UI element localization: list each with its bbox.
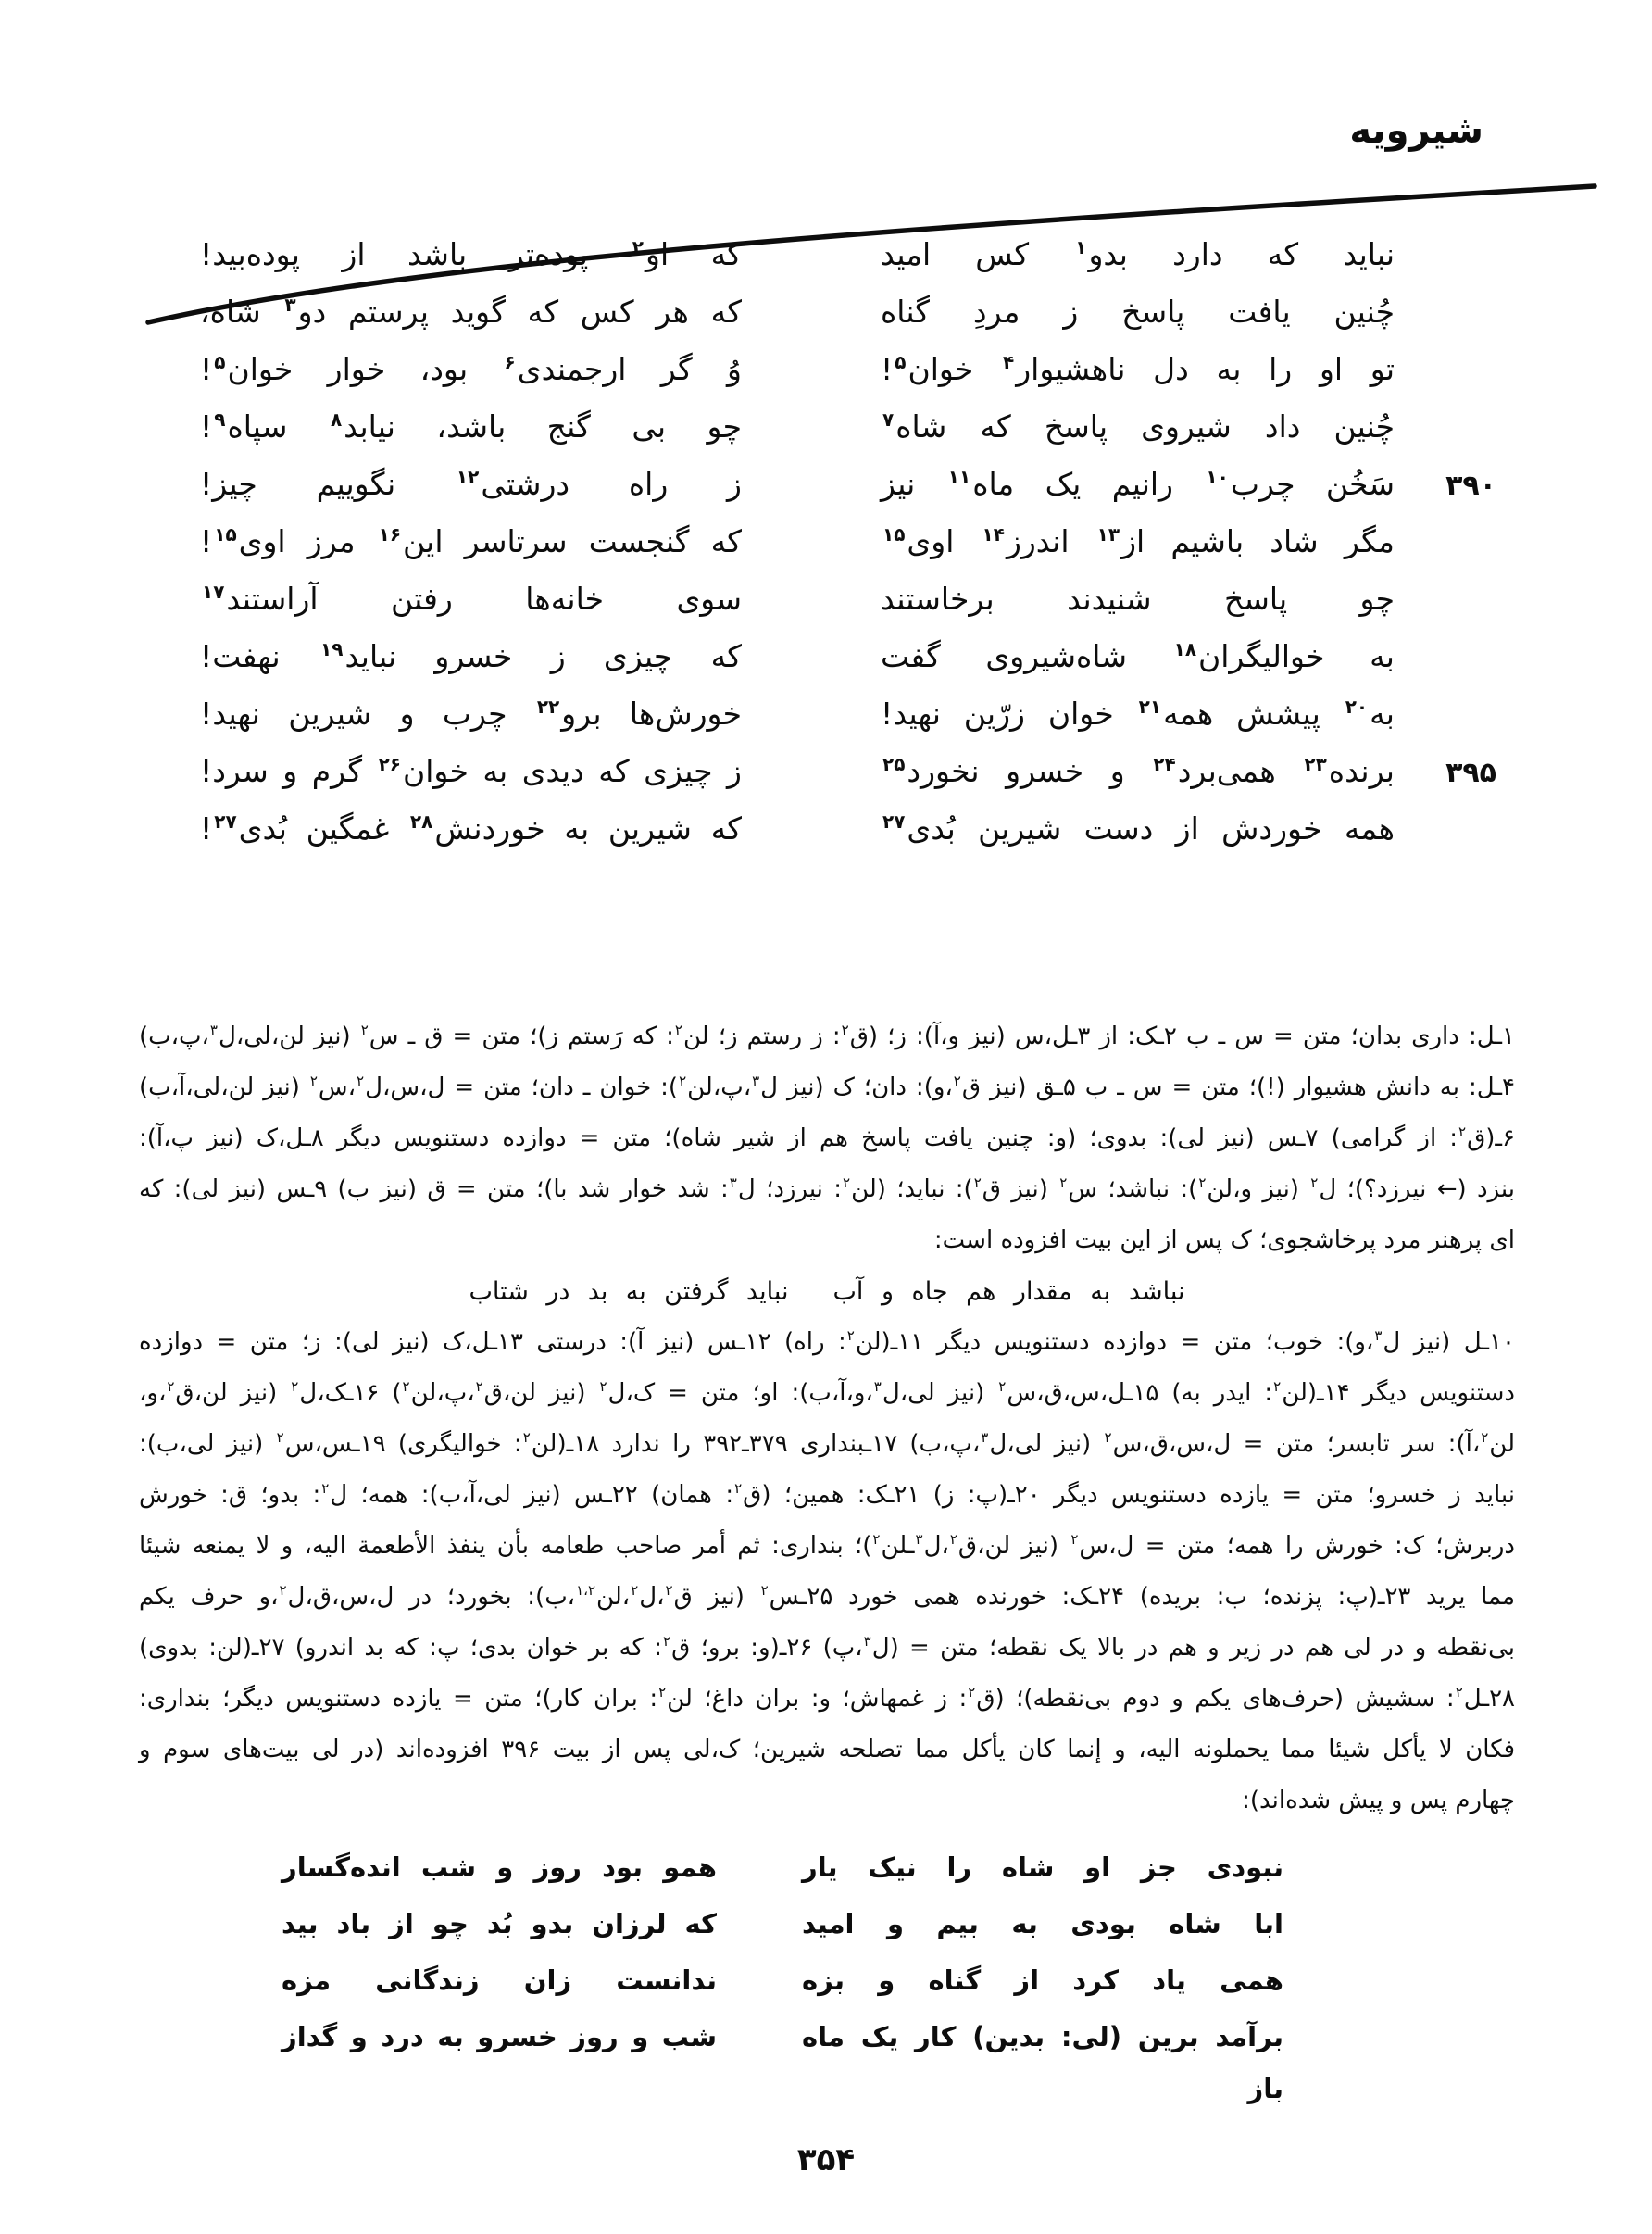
verse-row xyxy=(200,572,1496,630)
footnote-reference-number: ۲ xyxy=(167,1378,175,1396)
verse-margin-number: ۳۹۵ xyxy=(1446,757,1496,789)
footnote-reference-number: ۵ xyxy=(895,351,907,373)
footnote-reference-number: ۲۰ xyxy=(1345,696,1369,718)
verse-row xyxy=(200,285,1496,343)
footnote-reference-number: ۲۷ xyxy=(882,810,906,833)
verse-row xyxy=(200,228,1496,285)
footnote-reference-number: ۲ xyxy=(760,1582,769,1600)
footnote-reference-number: ۲۸ xyxy=(409,810,433,833)
verse-margin-number xyxy=(1395,546,1496,552)
footnote-reference-number: ۲۳ xyxy=(1304,753,1327,775)
footnote-inline-verse xyxy=(139,1266,1515,1317)
footnote-reference-number: ۱۲ xyxy=(456,466,480,488)
verse-margin-number xyxy=(1395,259,1496,265)
footnote-reference-number: ۲ xyxy=(841,1022,849,1039)
hemistich-second: چو بی گنج باشد، نیابد$^۸$ سپاه$^۹$! xyxy=(200,408,742,445)
appendix-hemistich-first: ابا شاه بودی به بیم و امید xyxy=(802,1908,1283,1939)
footnote-line: دربرش؛ ک: خورش را همه؛ متن = ل،س$^۲$ (نیز لن،ق$^۲$،ل$^۳$ـلن$^۲$)؛ بنداری: ثم أمر صاحب طعامه بأن ینفذ الأطعمة الیه، و لا یمنعه شیئا xyxy=(139,1531,1515,1560)
verse-row xyxy=(200,343,1496,400)
appendix-verse-row xyxy=(282,1954,1283,2011)
footnote-reference-number: ۲ xyxy=(291,1378,299,1396)
footnote-reference-number: ۲۱ xyxy=(1138,696,1162,718)
footnote-reference-number: ۱۱ xyxy=(947,466,971,488)
footnote-reference-number: ۲ xyxy=(998,1378,1007,1396)
hemistich-first: سَخُن چرب$^{۱۰}$ رانیم یک ماه$^{۱۱}$ نیز xyxy=(881,466,1395,502)
footnote-reference-number: ۲ xyxy=(872,1531,881,1549)
hemistich-second: که او$^۲$ پوده‌تر باشد از پوده‌بید! xyxy=(200,236,743,272)
hemistich-first: چُنین یافت پاسخ ز مردِ گناه xyxy=(881,294,1395,330)
appendix-hemistich-first: همی یاد کرد از گناه و بزه xyxy=(802,1964,1283,1996)
verse-row xyxy=(200,745,1496,802)
footnote-reference-number: ۲ xyxy=(632,236,645,258)
footnote-reference-number: ۱۸ xyxy=(1173,638,1197,660)
footnote-line: ۲۸ـل$^۲$: سشیش (حرف‌های یکم و دوم بی‌نقطه)؛ (ق$^۲$: ز غمهاش؛ و: بران داغ؛ لن$^۲$: بران کار)؛ متن = یازده دستنویس دیگر؛ بنداری: xyxy=(139,1684,1516,1713)
verse-row xyxy=(200,400,1496,458)
verse-margin-number xyxy=(1395,834,1496,839)
footnote-reference-number: ۱۶ xyxy=(378,523,402,546)
appendix-hemistich-second: که لرزان بدو بُد چو از باد بید xyxy=(282,1908,717,1939)
appendix-hemistich-first: نبودی جز او شاه را نیک یار xyxy=(802,1851,1283,1883)
footnote-reference-number: ۲ xyxy=(734,1480,743,1498)
footnote-reference-number: ۲۷ xyxy=(214,810,237,833)
footnote-reference-number: ۲ xyxy=(1070,1531,1079,1549)
hemistich-first: به خوالیگران$^{۱۸}$ شاه‌شیروی گفت xyxy=(881,638,1395,674)
appendix-hemistich-second: شب و روز خسرو به درد و گداز xyxy=(282,2021,717,2052)
footnote-reference-number: ۲ xyxy=(973,1174,982,1192)
footnote-reference-number: ۳ xyxy=(915,1531,923,1549)
appendix-verse-row xyxy=(282,1898,1283,1954)
footnote-reference-number: ۲ xyxy=(949,1531,957,1549)
verse-row xyxy=(200,687,1496,745)
footnote-verse-hemistich-first: نباشد به مقدار هم جاه و آب xyxy=(832,1277,1185,1306)
footnote-reference-number: ۲ xyxy=(1481,1429,1489,1447)
footnote-reference-number: ۸ xyxy=(330,408,343,431)
hemistich-first: همه خوردش از دست شیرین بُدی$^{۲۷}$ xyxy=(882,810,1395,847)
footnote-reference-number: ۲ xyxy=(402,1378,410,1396)
hemistich-first: به$^{۲۰}$ پیشش همه$^{۲۱}$ خوان زرّین نهید! xyxy=(881,696,1395,732)
footnote-line: بی‌نقطه و در لی هم در زیر و هم در بالا یک نقطه؛ متن = (ل$^۳$،پ) ۲۶ـ(و: برو؛ ق$^۲$: که بر خوان بدی؛ پ: که بد اندرو) ۲۷ـ(لن: بدوی) xyxy=(139,1633,1515,1662)
hemistich-second: که هر کس که گوید پرستم دو$^۳$ شاه، xyxy=(200,294,742,330)
footnote-line: ۱ـل: داری بدان؛ متن = س ـ ب ۲ـک: از ۳ـل،س (نیز و،آ): ز؛ (ق$^۲$: ز رستم ز؛ لن$^۲$: که رَستم ز)؛ متن = ق ـ س$^۲$ (نیز لن،لی،ل$^۳$،پ،ب) xyxy=(139,1022,1515,1050)
footnote-reference-number: ۲ xyxy=(1455,1684,1463,1701)
footnote-reference-number: ۲ xyxy=(843,1174,851,1192)
footnote-verse-hemistich-second: نباید گرفتن به بد در شتاب xyxy=(469,1277,789,1306)
verse-row xyxy=(200,630,1496,687)
verse-margin-number xyxy=(1395,661,1496,667)
footnote-reference-number: ۲ xyxy=(276,1429,284,1447)
footnote-reference-number: ۱،۲ xyxy=(576,1582,596,1600)
footnote-reference-number: ۱۰ xyxy=(1206,466,1229,488)
footnote-reference-number: ۱۳ xyxy=(1096,523,1120,546)
verse-row xyxy=(200,458,1496,515)
footnote-reference-number: ۲ xyxy=(968,1684,976,1701)
hemistich-first: برنده$^{۲۳}$ همی‌برد$^{۲۴}$ و خسرو نخورد$^{۲۵}$ xyxy=(882,753,1395,789)
footnote-reference-number: ۱۹ xyxy=(320,638,344,660)
footnote-line: ۴ـل: به دانش هشیوار (!)؛ متن = س ـ ب ۵ـق (نیز ق$^۲$،و): دان؛ ک (نیز ل$^۳$،پ،لن$^۲$): خوان ـ دان؛ متن = ل،س،ل$^۲$،س$^۲$ (نیز لن،لی،آ،ب) xyxy=(139,1073,1515,1101)
appendix-verses-block xyxy=(282,1841,1283,2104)
footnote-reference-number: ۲ xyxy=(953,1073,961,1090)
footnote-line: فکان لا یأکل شیئا مما یحملونه الیه، و إنما کان یأکل مما تصلحه شیرین؛ ک،لی پس از بیت ۳۹۶ افزوده‌اند (در لی بیت‌های سوم و xyxy=(139,1736,1515,1763)
footnote-reference-number: ۴ xyxy=(1003,351,1015,373)
footnote-reference-number: ۶ xyxy=(504,351,516,373)
appendix-hemistich-second: ندانست زان زندگانی مزه xyxy=(282,1964,717,1996)
footnote-reference-number: ۲ xyxy=(679,1073,687,1090)
footnote-reference-number: ۳ xyxy=(752,1073,760,1090)
footnote-reference-number: ۲ xyxy=(309,1073,318,1090)
hemistich-second: خورش‌ها برو$^{۲۲}$ چرب و شیرین نهید! xyxy=(200,696,742,732)
hemistich-second: وُ گر ارجمندی$^۶$ بود، خوار خوان$^۵$! xyxy=(200,351,742,387)
hemistich-second: که چیزی ز خسرو نباید$^{۱۹}$ نهفت! xyxy=(200,638,742,674)
hemistich-first: چُنین داد شیروی پاسخ که شاه$^۷$ xyxy=(882,408,1395,445)
footnote-line: چهارم پس و پیش شده‌اند): xyxy=(1242,1787,1515,1814)
hemistich-second: که گنجست سرتاسر این$^{۱۶}$ مرز اوی$^{۱۵}$! xyxy=(200,523,742,559)
appendix-verse-row xyxy=(282,2011,1283,2104)
footnote-reference-number: ۲ xyxy=(1273,1378,1282,1396)
footnote-reference-number: ۹ xyxy=(214,408,226,431)
hemistich-second: ز راه درشتی$^{۱۲}$ نگوییم چیز! xyxy=(200,466,742,502)
footnote-reference-number: ۲ xyxy=(663,1633,671,1650)
verse-margin-number xyxy=(1395,317,1496,322)
footnote-line: بنزد (← نیرزد؟)؛ ل$^۲$ (نیز و،لن$^۲$): نباشد؛ س$^۲$ (نیز ق$^۲$): نباید؛ (لن$^۲$: نیرزد؛ ل$^۳$: شد خوار شد با)؛ متن = ق (نیز ب) ۹ـس (نیز لی): که xyxy=(139,1174,1515,1203)
hemistich-second: سوی خانه‌ها رفتن آراستند$^{۱۷}$ xyxy=(202,581,742,617)
footnote-reference-number: ۲ xyxy=(658,1684,667,1701)
footnote-reference-number: ۲ xyxy=(1458,1123,1467,1141)
footnote-reference-number: ۲ xyxy=(1310,1174,1319,1192)
poem-block xyxy=(200,228,1496,860)
footnote-reference-number: ۳ xyxy=(209,1022,218,1039)
footnote-reference-number: ۲ xyxy=(631,1582,639,1600)
footnote-reference-number: ۳ xyxy=(873,1378,882,1396)
footnote-line: نباید ز خسرو؛ متن = یازده دستنویس دیگر ۲۰ـ(پ: ز) ۲۱ـک: همین؛ (ق$^۲$: همان) ۲۲ـس (نیز لی،آ،ب): همه؛ ل$^۲$: بدو؛ ق: خورش xyxy=(139,1480,1515,1509)
footnote-line: مما یرید ۲۳ـ(پ: پزنده؛ ب: بریده) ۲۴ـک: خورنده همی خورد ۲۵ـس$^۲$ (نیز ق$^۲$،ل$^۲$،لن$^{۱،۲}$،ب): بخورد؛ در ل،س،ق،ل$^۲$،و حرف یکم xyxy=(139,1582,1516,1611)
hemistich-second: که شیرین به خوردنش$^{۲۸}$ غمگین بُدی$^{۲۷}$! xyxy=(200,810,742,847)
hemistich-first: چو پاسخ شنیدند برخاستند xyxy=(881,581,1395,617)
verse-margin-number xyxy=(1395,432,1496,437)
hemistich-first: مگر شاد باشیم از$^{۱۳}$ اندرز$^{۱۴}$ اوی$^{۱۵}$ xyxy=(882,523,1395,559)
footnote-reference-number: ۲۴ xyxy=(1153,753,1176,775)
footnote-line: ۶ـ(ق$^۲$: از گرامی) ۷ـس (نیز لی): بدوی؛ (و: چنین یافت پاسخ هم از شیر شاه)؛ متن = دوازده دستنویس دیگر ۸ـل،ک (نیز پ،آ): xyxy=(139,1123,1515,1152)
footnote-reference-number: ۲۵ xyxy=(882,753,906,775)
footnote-reference-number: ۲ xyxy=(357,1073,365,1090)
footnote-reference-number: ۳ xyxy=(729,1174,737,1192)
hemistich-first: تو او را به دل ناهشیوار$^۴$ خوان$^۵$! xyxy=(881,351,1395,387)
hemistich-first: نباید که دارد بدو$^۱$ کس امید xyxy=(881,236,1395,272)
appendix-verse-row xyxy=(282,1841,1283,1898)
footnote-reference-number: ۱ xyxy=(1075,236,1087,258)
footnote-reference-number: ۵ xyxy=(214,351,226,373)
verse-margin-number xyxy=(1395,719,1496,724)
appendix-hemistich-first: برآمد برین (لی: بدین) کار یک ماه باز xyxy=(802,2021,1283,2104)
footnote-reference-number: ۲۲ xyxy=(536,696,560,718)
footnote-reference-number: ۳ xyxy=(981,1429,989,1447)
page-number: ۳۵۴ xyxy=(796,2141,856,2178)
footnote-reference-number: ۳ xyxy=(863,1633,871,1650)
footnote-reference-number: ۲۶ xyxy=(378,753,401,775)
footnote-reference-number: ۲ xyxy=(846,1327,855,1345)
footnote-reference-number: ۲ xyxy=(599,1378,607,1396)
footnote-reference-number: ۱۴ xyxy=(982,523,1005,546)
verse-margin-number: ۳۹۰ xyxy=(1446,470,1496,502)
footnote-line: ای پرهنر مرد پرخاشجوی؛ ک پس از این بیت افزوده است: xyxy=(933,1226,1515,1254)
footnote-reference-number: ۳ xyxy=(284,294,296,316)
footnote-reference-number: ۲ xyxy=(1059,1174,1068,1192)
footnote-reference-number: ۲ xyxy=(279,1582,287,1600)
footnote-reference-number: ۳ xyxy=(1374,1327,1383,1345)
footnote-reference-number: ۱۵ xyxy=(882,523,906,546)
footnote-reference-number: ۱۷ xyxy=(202,581,225,603)
footnote-reference-number: ۲ xyxy=(475,1378,483,1396)
running-header-title: شیرویه xyxy=(1349,109,1483,152)
footnote-reference-number: ۱۵ xyxy=(214,523,237,546)
footnote-reference-number: ۲ xyxy=(674,1022,682,1039)
footnote-line: دستنویس دیگر ۱۴ـ(لن$^۲$: ایدر به) ۱۵ـل،س،ق،س$^۲$ (نیز لی،ل$^۳$،و،آ،ب): او؛ متن = ک،ل$^۲$ (نیز لن،ق$^۲$،پ،لن$^۲$) ۱۶ـک،ل$^۲$ (نیز لن،ق$^۲$،و، xyxy=(139,1378,1515,1407)
footnote-reference-number: ۲ xyxy=(321,1480,330,1498)
verse-margin-number xyxy=(1395,374,1496,380)
footnote-line: ۱۰ـل (نیز ل$^۳$،و): خوب؛ متن = دوازده دستنویس دیگر ۱۱ـ(لن$^۲$: راه) ۱۲ـس (نیز آ): درستی ۱۳ـل،ک (نیز لی): ز؛ متن = دوازده xyxy=(139,1327,1515,1356)
footnote-reference-number: ۲ xyxy=(522,1429,531,1447)
hemistich-second: ز چیزی که دیدی به خوان$^{۲۶}$ گرم و سرد! xyxy=(200,753,742,789)
footnote-reference-number: ۷ xyxy=(882,408,895,431)
verse-margin-number xyxy=(1395,604,1496,609)
appendix-hemistich-second: همو بود روز و شب انده‌گسار xyxy=(282,1851,717,1883)
verse-row xyxy=(200,515,1496,572)
footnote-reference-number: ۲ xyxy=(360,1022,369,1039)
footnote-reference-number: ۲ xyxy=(1104,1429,1112,1447)
footnote-reference-number: ۲ xyxy=(665,1582,673,1600)
footnotes-block xyxy=(139,1011,1515,1826)
verse-row xyxy=(200,802,1496,860)
footnote-line: لن$^۲$،آ): سر تابسر؛ متن = ل،س،ق،س$^۲$ (نیز لی،ل$^۳$،پ،ب) ۱۷ـبنداری ۳۷۹ـ۳۹۲ را ندارد ۱۸ـ(لن$^۲$: خوالیگری) ۱۹ـس،س$^۲$ (نیز لی،ب): xyxy=(139,1429,1515,1458)
footnote-reference-number: ۲ xyxy=(1198,1174,1207,1192)
